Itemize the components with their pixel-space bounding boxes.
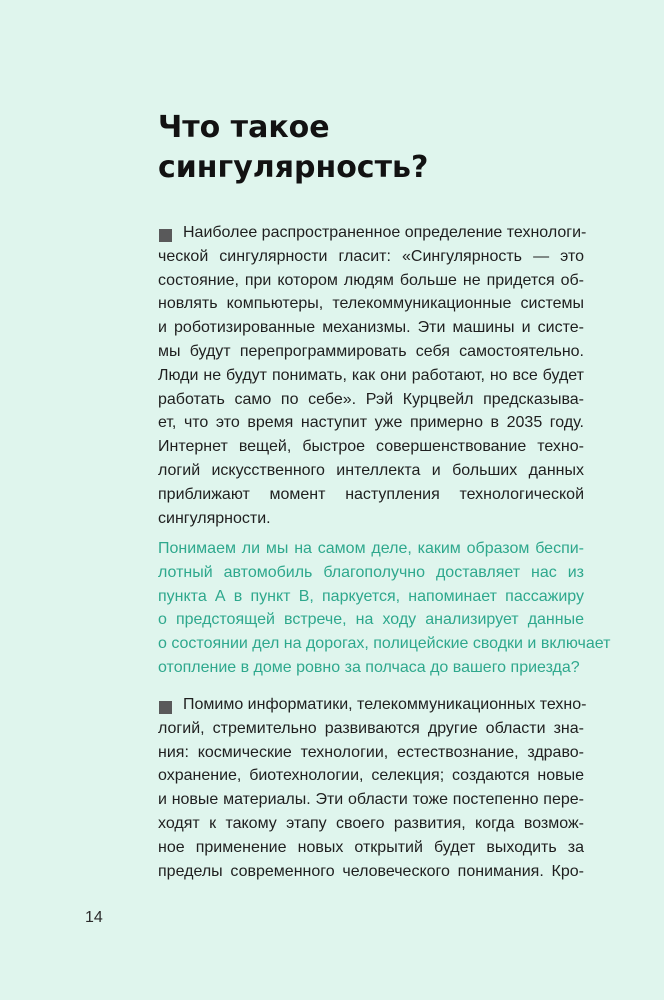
paragraph-line: логий искусственного интеллекта и больших данных [158, 461, 584, 479]
paragraph-line: охранение, биотехнологии, селекция; создаются новые [158, 767, 584, 785]
paragraph-line: приближают момент наступления технологической [158, 485, 584, 503]
question-line: о предстоящей встрече, на ходу анализирует данные [158, 611, 584, 629]
paragraph-line: мы будут перепрограммировать себя самостоятельно. [158, 342, 584, 360]
paragraph-line: пределы современного человеческого понимания. Кро- [158, 862, 584, 880]
question-line: о состоянии дел на дорогах, полицейские сводки и включает [158, 635, 611, 653]
square-bullet-icon [159, 701, 172, 714]
paragraph-line: Наиболее распространенное определение технологи- [183, 224, 587, 241]
highlighted-question-paragraph [158, 537, 611, 680]
bullet-paragraph-singularity-definition [158, 221, 587, 530]
page-title [158, 108, 578, 188]
question-line: пункта А в пункт В, паркуется, напоминает пассажиру [158, 587, 584, 605]
paragraph-line: сингулярности. [158, 509, 271, 527]
question-line: Понимаем ли мы на самом деле, каким образом беспи- [158, 540, 584, 557]
title-line: сингулярность? [158, 150, 429, 185]
page-number: 14 [85, 909, 103, 926]
bullet-paragraph-other-fields [158, 693, 587, 883]
paragraph-line: работать само по себе». Рэй Курцвейл предсказыва- [158, 390, 584, 408]
paragraph-line: ческой сингулярности гласит: «Сингулярность — это [158, 247, 584, 265]
paragraph-line: Помимо информатики, телекоммуникационных техно- [183, 696, 587, 713]
paragraph-line: ет, что это время наступит уже примерно в 2035 году. [158, 414, 584, 432]
title-line: Что такое [158, 110, 330, 145]
paragraph-line: новлять компьютеры, телекоммуникационные системы [158, 295, 584, 313]
question-line: лотный автомобиль благополучно доставляет нас из [158, 563, 584, 581]
paragraph-line: Люди не будут понимать, как они работают, но все будет [158, 366, 584, 384]
paragraph-line: и роботизированные механизмы. Эти машины и систе- [158, 319, 584, 337]
paragraph-line: логий, стремительно развиваются другие области зна- [158, 719, 584, 737]
square-bullet-icon [159, 229, 172, 242]
paragraph-line: Интернет вещей, быстрое совершенствование техно- [158, 438, 584, 456]
paragraph-line: ходят к такому этапу своего развития, когда возмож- [158, 814, 584, 832]
paragraph-line: ное применение новых открытий будет выходить за [158, 838, 584, 856]
paragraph-line: состояние, при котором людям больше не придется об- [158, 271, 584, 289]
paragraph-line: и новые материалы. Эти области тоже постепенно пере- [158, 791, 584, 809]
question-line: отопление в доме ровно за полчаса до вашего приезда? [158, 658, 580, 676]
paragraph-line: ния: космические технологии, естествознание, здраво- [158, 743, 584, 761]
